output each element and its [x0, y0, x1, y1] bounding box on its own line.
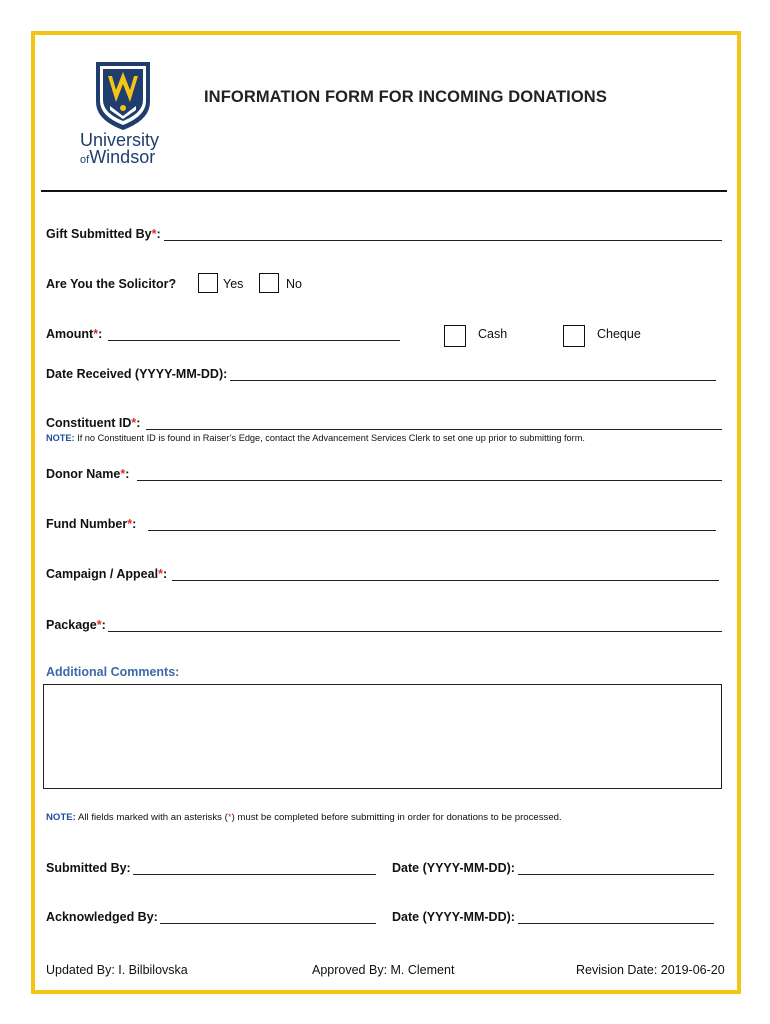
label-colon: : [132, 517, 137, 531]
required-asterisk: * [120, 467, 126, 481]
label-colon: : [125, 467, 130, 481]
note-asterisk: * [227, 812, 232, 823]
required-asterisk: * [131, 416, 137, 430]
cash-label: Cash [478, 327, 508, 341]
required-asterisk: * [127, 517, 133, 531]
donor-name-field[interactable] [137, 480, 722, 481]
required-asterisk: * [96, 618, 102, 632]
date-received-label: Date Received (YYYY-MM-DD): [46, 367, 228, 381]
no-checkbox[interactable] [259, 273, 279, 293]
gift-submitted-by-field[interactable] [164, 240, 722, 241]
fund-number-field[interactable] [148, 530, 716, 531]
constituent-id-text: Constituent ID [46, 416, 132, 430]
gift-submitted-by-text: Gift Submitted By [46, 227, 152, 241]
note-text-before: All fields marked with an asterisks ( [75, 812, 228, 823]
yes-label: Yes [223, 277, 244, 291]
package-label [46, 618, 106, 632]
constituent-id-field[interactable] [146, 429, 722, 430]
required-asterisk: * [158, 567, 163, 581]
required-fields-note [46, 812, 562, 823]
constituent-id-note [46, 433, 585, 443]
amount-field[interactable] [108, 340, 400, 341]
header-divider [41, 190, 727, 192]
package-text: Package [46, 618, 97, 632]
gift-submitted-by-label [46, 227, 161, 241]
label-colon: : [101, 618, 106, 632]
campaign-appeal-text: Campaign / Appeal [46, 567, 159, 581]
constituent-id-label [46, 416, 140, 430]
submitted-date-label: Date (YYYY-MM-DD): [392, 861, 515, 875]
wordmark-of: of [80, 154, 90, 166]
label-colon: : [136, 416, 141, 430]
fund-number-label [46, 517, 136, 531]
yes-checkbox[interactable] [198, 273, 218, 293]
updated-by-text: Updated By: I. Bilbilovska [46, 963, 188, 977]
required-asterisk: * [151, 227, 157, 241]
wordmark-windsor: Windsor [89, 147, 156, 167]
submitted-date-field[interactable] [518, 874, 714, 875]
campaign-appeal-field[interactable] [172, 580, 719, 581]
revision-date-text: Revision Date: 2019-06-20 [576, 963, 725, 977]
label-colon: : [98, 327, 103, 341]
amount-text: Amount [46, 327, 94, 341]
label-colon: : [156, 227, 161, 241]
cheque-label: Cheque [597, 327, 641, 341]
package-field[interactable] [108, 631, 722, 632]
cheque-checkbox[interactable] [563, 325, 585, 347]
campaign-appeal-label [46, 567, 167, 581]
note-text-after: ) must be completed before submitting in order for donations to be processed. [231, 812, 562, 823]
acknowledged-by-field[interactable] [160, 923, 376, 924]
label-colon: : [162, 567, 168, 581]
approved-by-text: Approved By: M. Clement [312, 963, 455, 977]
constituent-note-text: If no Constituent ID is found in Raiser’s Edge, contact the Advancement Services Clerk to set one up prior to submitting form. [74, 433, 585, 443]
acknowledged-date-label: Date (YYYY-MM-DD): [392, 910, 515, 924]
page-frame [31, 31, 741, 994]
note-prefix: NOTE: [46, 433, 75, 443]
required-asterisk: * [93, 327, 99, 341]
note-prefix: NOTE: [46, 812, 76, 823]
fund-number-text: Fund Number [46, 517, 128, 531]
submitted-by-label: Submitted By: [46, 861, 131, 875]
form-title: INFORMATION FORM FOR INCOMING DONATIONS [204, 88, 607, 106]
additional-comments-label: Additional Comments: [46, 665, 180, 679]
amount-label [46, 327, 102, 341]
acknowledged-by-label: Acknowledged By: [46, 910, 158, 924]
university-wordmark [80, 132, 159, 169]
cash-checkbox[interactable] [444, 325, 466, 347]
wordmark-university: University [80, 130, 160, 150]
additional-comments-textarea[interactable] [43, 684, 722, 789]
submitted-by-field[interactable] [133, 874, 376, 875]
solicitor-question-label: Are You the Solicitor? [46, 277, 177, 291]
donor-name-label [46, 467, 129, 481]
acknowledged-date-field[interactable] [518, 923, 714, 924]
date-received-field[interactable] [230, 380, 716, 381]
donor-name-text: Donor Name [46, 467, 121, 481]
no-label: No [286, 277, 302, 291]
